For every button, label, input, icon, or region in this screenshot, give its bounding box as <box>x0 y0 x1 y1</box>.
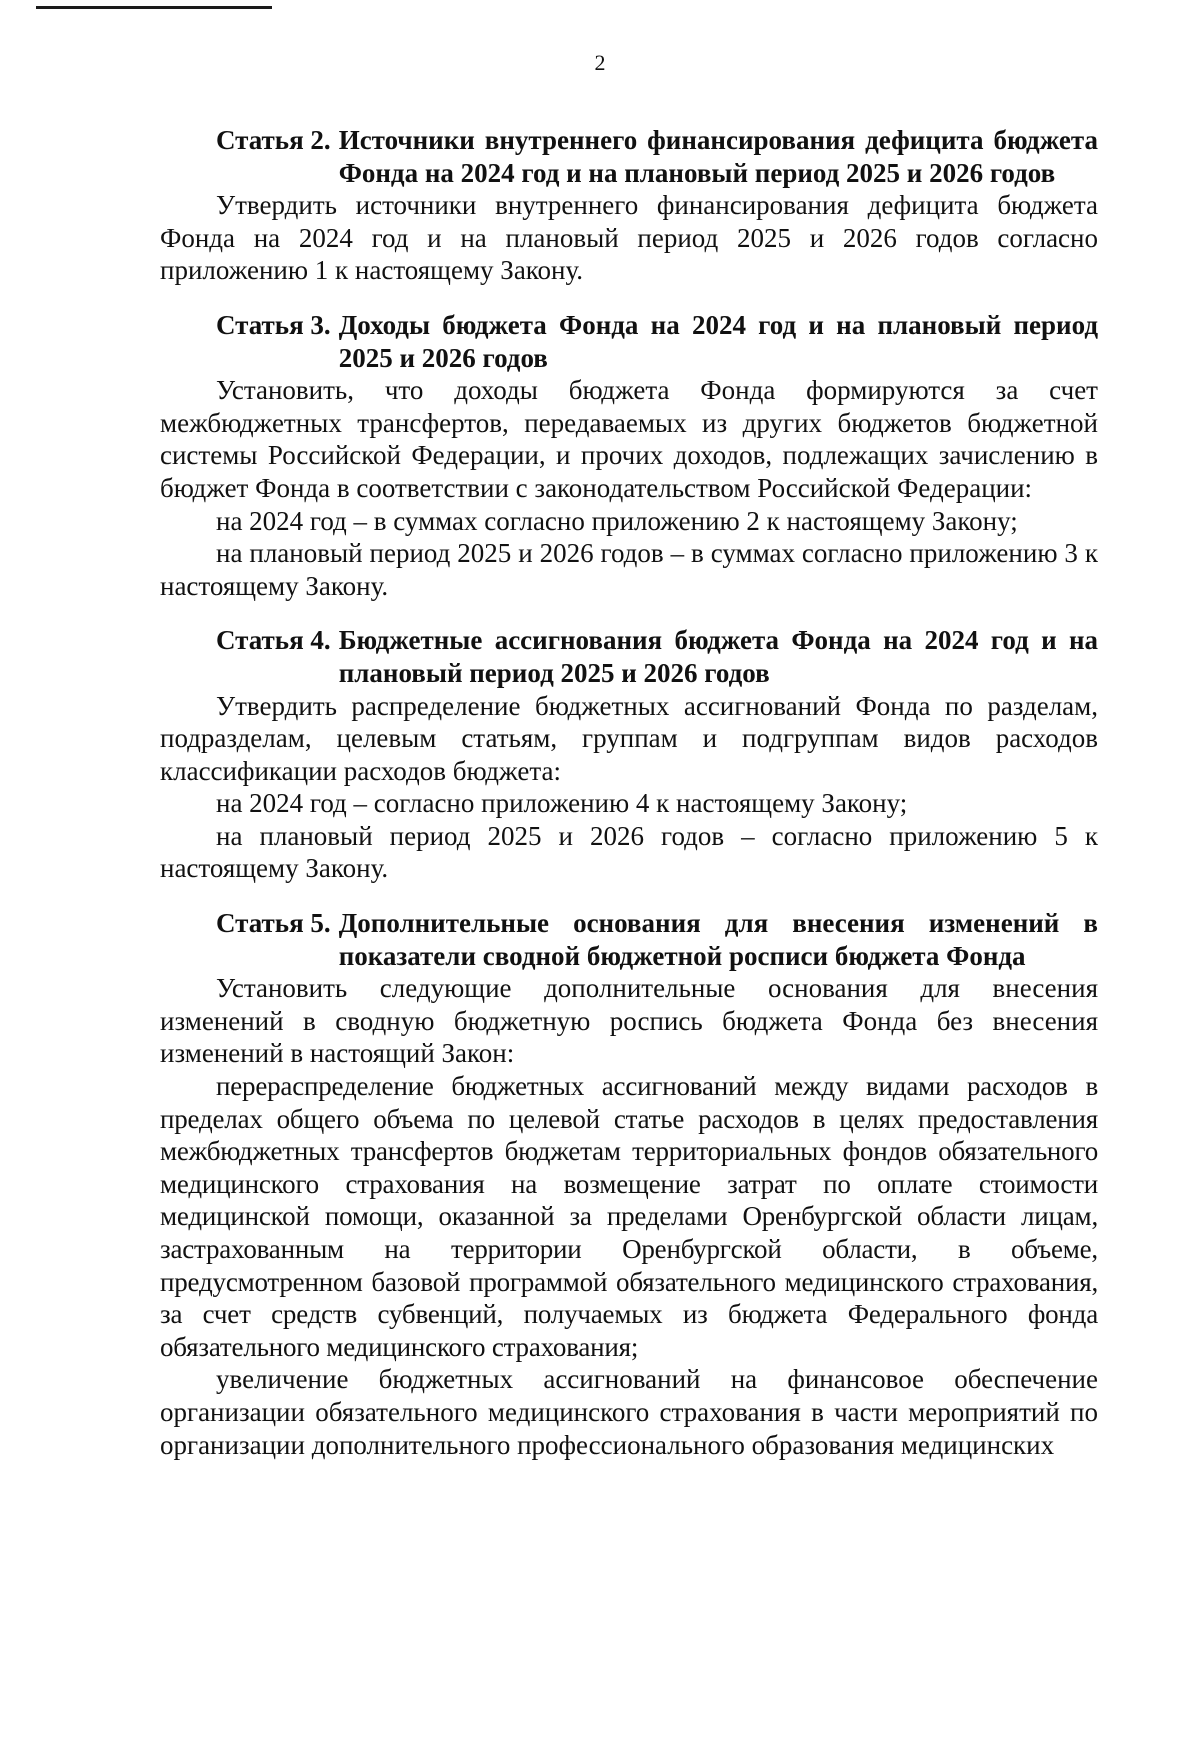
article-heading <box>160 309 1098 374</box>
document-body <box>160 124 1098 1483</box>
article-paragraph: Утвердить распределение бюджетных ассигнований Фонда по разделам, подразделам, целевым статьям, группам и подгруппам видов расходов классификации расходов бюджета: <box>160 690 1098 786</box>
page-number: 2 <box>594 50 606 75</box>
article-title: Источники внутреннего финансирования дефицита бюджета Фонда на 2024 год и на плановый период 2025 и 2026 годов <box>338 125 1098 188</box>
article-paragraph: увеличение бюджетных ассигнований на финансовое обеспечение организации обязательного медицинского страхования в части мероприятий по организации дополнительного профессионального образования медицинских <box>160 1364 1098 1460</box>
article-paragraph: на плановый период 2025 и 2026 годов – согласно приложению 5 к настоящему Закону. <box>160 820 1098 884</box>
article-heading <box>160 124 1098 189</box>
article-paragraph: Утвердить источники внутреннего финансирования дефицита бюджета Фонда на 2024 год и на плановый период 2025 и 2026 годов согласно приложению 1 к настоящему Закону. <box>160 190 1098 286</box>
article-paragraph: на 2024 год – в суммах согласно приложению 2 к настоящему Закону; <box>216 505 1018 536</box>
article-paragraph: Установить, что доходы бюджета Фонда формируются за счет межбюджетных трансфертов, передаваемых из других бюджетов бюджетной системы Российской Федерации, и прочих доходов, подлежащих зачислению в бюджет Фонда в соответствии с законодательством Российской Федерации: <box>160 375 1098 503</box>
article-label: Статья 4. <box>216 625 331 656</box>
article-paragraph: перераспределение бюджетных ассигнований между видами расходов в пределах общего объема по целевой статье расходов в целях предоставления межбюджетных трансфертов бюджетам территориальных фондов обязательного медицинского страхования на возмещение затрат по оплате стоимости медицинской помощи, оказанной за пределами Оренбургской области лицам, застрахованным на территории Оренбургской области, в объеме, предусмотренном базовой программой обязательного медицинского страхования, за счет средств субвенций, получаемых из бюджета Федерального фонда обязательного медицинского страхования; <box>160 1071 1098 1362</box>
scan-edge-line <box>36 6 272 9</box>
article-heading <box>160 907 1098 972</box>
article-paragraph: на плановый период 2025 и 2026 годов – в суммах согласно приложению 3 к настоящему Закону. <box>160 538 1098 601</box>
article-4 <box>160 624 1098 885</box>
article-title: Бюджетные ассигнования бюджета Фонда на 2024 год и на плановый период 2025 и 2026 годов <box>338 625 1098 688</box>
article-3 <box>160 309 1098 602</box>
article-title: Дополнительные основания для внесения изменений в показатели сводной бюджетной росписи бюджета Фонда <box>338 908 1098 971</box>
article-title: Доходы бюджета Фонда на 2024 год и на плановый период 2025 и 2026 годов <box>338 309 1098 373</box>
article-2 <box>160 124 1098 287</box>
article-label: Статья 5. <box>216 908 331 939</box>
article-heading <box>160 624 1098 689</box>
article-label: Статья 3. <box>216 309 331 340</box>
article-label: Статья 2. <box>216 125 331 155</box>
article-paragraph: Установить следующие дополнительные основания для внесения изменений в сводную бюджетную роспись бюджета Фонда без внесения изменений в настоящий Закон: <box>160 973 1098 1069</box>
article-5 <box>160 907 1098 1461</box>
article-paragraph: на 2024 год – согласно приложению 4 к настоящему Закону; <box>216 788 908 819</box>
